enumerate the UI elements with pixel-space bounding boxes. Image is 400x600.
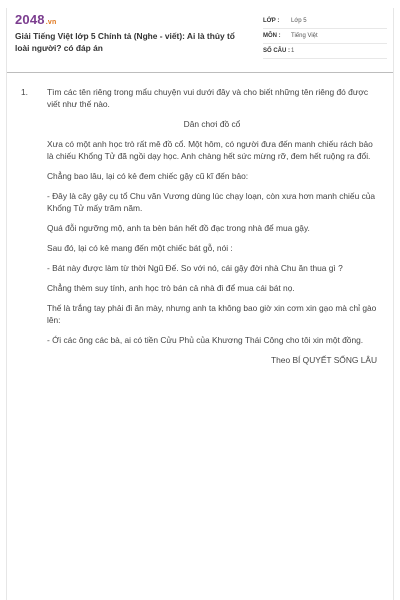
logo-text: 2048: [15, 12, 45, 27]
site-logo[interactable]: [15, 12, 56, 27]
story-paragraph: Sau đó, lại có kẻ mang đến một chiếc bát gỗ, nói :: [47, 243, 233, 253]
story-paragraph: Thế là trắng tay phải đi ăn mày, nhưng anh ta không bao giờ xin cơm xin gạo mà chỉ gào lên:: [47, 303, 377, 325]
story-title: Dân chơi đồ cổ: [183, 119, 241, 129]
story-paragraph: - Bát này được làm từ thời Ngũ Đế. So với nó, cái gậy đời nhà Chu ăn thua gì ?: [47, 263, 343, 273]
meta-label: MÔN :: [263, 33, 281, 39]
header-divider: [7, 72, 393, 73]
story-paragraph: Xưa có một anh học trò rất mê đồ cổ. Một hôm, có người đưa đến manh chiếu rách bảo là chiếu Khổng Tử đã ngồi dạy học. Anh chàng hết sức mừng rỡ, đem hết ruộng ra đổi.: [47, 139, 373, 161]
story-source: Theo BÍ QUYẾT SỐNG LÂU: [271, 355, 377, 365]
document-title: Giải Tiếng Việt lớp 5 Chính tả (Nghe - viết): Ai là thủy tổ loài người? có đáp án: [15, 31, 235, 53]
meta-row-count: [263, 44, 387, 59]
question-block: [21, 86, 377, 374]
meta-value: Lớp 5: [291, 18, 307, 24]
meta-table: [263, 14, 387, 59]
question-prompt: Tìm các tên riêng trong mẩu chuyện vui dưới đây và cho biết những tên riêng đó được viết như thế nào.: [47, 87, 369, 109]
logo-suffix: .vn: [45, 19, 57, 26]
story-paragraph: Chẳng bao lâu, lại có kẻ đem chiếc gậy cũ kĩ đến bảo:: [47, 171, 249, 181]
meta-value: Tiếng Việt: [291, 33, 318, 39]
question-number: 1.: [21, 87, 28, 97]
meta-label: LỚP :: [263, 18, 280, 24]
meta-label: SỐ CÂU :: [263, 48, 290, 54]
question-body: [47, 86, 377, 366]
meta-row-subject: [263, 29, 387, 44]
story-paragraph: Quá đỗi ngưỡng mộ, anh ta bèn bán hết đồ đạc trong nhà để mua gậy.: [47, 223, 310, 233]
meta-row-class: [263, 14, 387, 29]
worksheet-page: [6, 8, 394, 600]
meta-value: 1: [291, 48, 295, 54]
story-paragraph: Chẳng thèm suy tính, anh học trò bán cả nhà đi để mua cái bát nọ.: [47, 283, 295, 293]
story-paragraph: - Đây là cây gậy cụ tổ Chu văn Vương dùng lúc chạy loạn, còn xưa hơn manh chiếu của Khổng Tử mấy trăm năm.: [47, 191, 376, 213]
story-paragraph: - Ới các ông các bà, ai có tiền Cửu Phủ của Khương Thái Công cho tôi xin một đồng.: [47, 335, 364, 345]
page-header: [15, 8, 387, 70]
